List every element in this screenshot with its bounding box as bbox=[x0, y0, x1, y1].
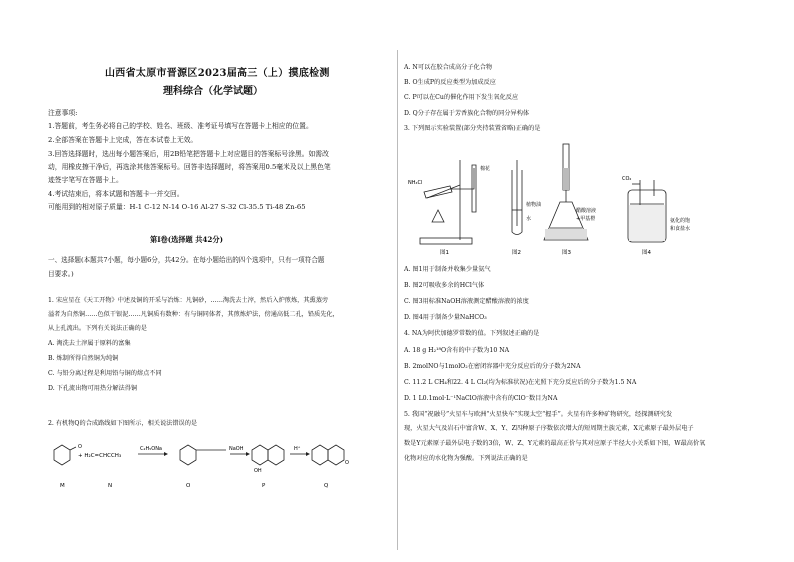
molecule-q bbox=[312, 445, 328, 465]
part1-heading: 第Ⅰ卷(选择题 共42分) bbox=[150, 235, 223, 244]
test-tube-heat bbox=[424, 186, 452, 198]
notice-line: 1.答题前，考生务必将自己的学校、姓名、班级、准考证号填写在答题卡上相应的位置。 bbox=[48, 122, 313, 130]
q4-stem: 4. NA为阿伏加德罗常数的值。下列叙述正确的是 bbox=[404, 330, 540, 337]
molecule-m bbox=[54, 445, 70, 465]
q1-option-b: B. 炼制所得自然铜为纯铜 bbox=[48, 355, 119, 362]
label-p: P bbox=[262, 483, 266, 489]
notice-line: 动，用橡皮擦干净后，再选涂其他答案标号。回答非选择题时，将答案用0.5毫米及以上黑色笔 bbox=[48, 163, 331, 171]
q1-option-c: C. 与铅分离过程是利用铅与铜的熔点不同 bbox=[48, 370, 162, 377]
q5-stem: 5. 我国“祝融号”火星车与欧洲“火星快车”实现太空“握手”。火星有许多种矿物研究，经探测研究发 bbox=[404, 411, 673, 418]
brine-label-1: 氨化的饱 bbox=[670, 218, 691, 224]
svg-text:O: O bbox=[345, 460, 349, 466]
q4-option-b: B. 2molNO与1molO₂在密闭容器中充分反应后的分子数为2NA bbox=[404, 363, 581, 370]
plus-reagent: + H₂C=CHCCH₃ bbox=[78, 453, 122, 459]
q2-option-a: A. N可以在胶合成高分子化合物 bbox=[404, 64, 493, 71]
right-column bbox=[397, 0, 794, 562]
q1-option-d: D. 下孔流出物可用热分解法得铜 bbox=[48, 385, 138, 392]
fig2-label: 图2 bbox=[512, 250, 521, 256]
svg-text:O: O bbox=[78, 444, 82, 450]
notice-line: 3.回答选择题时，选出每小题答案后，用2B铅笔把答题卡上对应题目的答案标号涂黑。如需改 bbox=[48, 150, 329, 158]
label-q: Q bbox=[324, 483, 329, 489]
q5-stem: 现，火星大气及岩石中富含W、X、Y、Z四种原子序数依次增大的短周期主族元素，X元素原子最外层电子 bbox=[404, 425, 694, 432]
oil-label: 植物油 bbox=[526, 202, 542, 208]
label-o: O bbox=[186, 483, 191, 489]
brine-label-2: 和食盐水 bbox=[670, 226, 691, 232]
notice-heading: 注意事项: bbox=[48, 109, 78, 117]
q1-stem: 从上孔流出。下列有关说法正确的是 bbox=[48, 325, 147, 332]
exam-subtitle: 理科综合（化学试题） bbox=[163, 86, 263, 97]
q3-option-a: A. 图1用于制备并收集少量氨气 bbox=[404, 266, 491, 273]
fig1-label: 图1 bbox=[440, 250, 449, 256]
synthesis-route-figure bbox=[40, 432, 360, 492]
nh4cl-label: NH₄Cl bbox=[408, 180, 423, 186]
label-m: M bbox=[60, 483, 65, 489]
molecule-p bbox=[252, 445, 268, 465]
stand-base bbox=[420, 238, 472, 244]
q4-option-a: A. 18 g H₂¹⁸O含有的中子数为10 NA bbox=[404, 347, 510, 354]
q4-option-c: C. 11.2 L CH₄和22. 4 L Cl₂(均为标准状况)在光照下充分反应后的分子数为1.5 NA bbox=[404, 379, 637, 386]
q2-option-c: C. P可以在Cu的催化作用下发生氧化反应 bbox=[404, 94, 519, 101]
acid-label: 醋酸溶液 bbox=[576, 208, 597, 214]
q4-option-d: D. 1 L0.1mol·L⁻¹NaClO溶液中含有的ClO⁻数目为NA bbox=[404, 395, 558, 402]
q2-stem: 2. 有机物Q的合成路线如下图所示，相关说法错误的是 bbox=[48, 420, 198, 427]
q3-option-b: B. 图2可吸收多余的HCl气体 bbox=[404, 282, 485, 289]
notice-line: 4.考试结束后，将本试题和答题卡一并交回。 bbox=[48, 190, 184, 198]
label-n: N bbox=[108, 483, 113, 489]
part1-intro: 目要求。) bbox=[48, 270, 74, 278]
part1-intro: 一、选择题(本题共7小题，每小题6分，共42分。在每小题给出的四个选项中，只有一项符合题 bbox=[48, 256, 325, 264]
q5-stem: 化物对应的水化物为强酸。下列说法正确的是 bbox=[404, 455, 528, 462]
reagent-3: H⁺ bbox=[294, 446, 301, 452]
reagent-1: C₂H₅ONa bbox=[140, 446, 162, 452]
q2-option-d: D. Q分子存在属于芳香族化合物的同分异构体 bbox=[404, 110, 530, 117]
atomic-mass-line: 可能用到的相对原子质量：H-1 C-12 N-14 O-16 Al-27 S-32 Cl-35.5 Ti-48 Zn-65 bbox=[48, 203, 306, 211]
co2-label: CO₂ bbox=[622, 176, 632, 182]
notice-line: 迹签字笔写在答题卡上。 bbox=[48, 176, 123, 184]
q2-option-b: B. O生成P的反应类型为加成反应 bbox=[404, 79, 496, 86]
q1-option-a: A. 淘洗去土滓属于原料的富集 bbox=[48, 340, 131, 347]
svg-text:OH: OH bbox=[254, 468, 262, 474]
notice-line: 2.全部答案在答题卡上完成，答在本试卷上无效。 bbox=[48, 136, 198, 144]
fig3-label: 图3 bbox=[562, 250, 571, 256]
q1-stem: 溢者为自然铜……色似干银泥……凡铜质有数种：有与铜同体者，其煎炼炉法，傍通高低二孔，铅质先化， bbox=[48, 311, 339, 318]
burner bbox=[432, 210, 444, 222]
reagent-2: NaOH bbox=[229, 446, 244, 452]
apparatus-figure bbox=[402, 140, 702, 258]
q3-stem: 3. 下列图示实验装置(部分夹持装置省略)正确的是 bbox=[404, 125, 541, 132]
q3-option-c: C. 图3用标准NaOH溶液测定醋酸溶液的浓度 bbox=[404, 298, 529, 305]
indicator-label: +甲基橙 bbox=[576, 216, 596, 222]
fig4-label: 图4 bbox=[642, 250, 651, 256]
exam-title: 山西省太原市晋源区2023届高三（上）摸底检测 bbox=[105, 68, 330, 79]
q5-stem: 数是Y元素原子最外层电子数的3倍，W、Z、Y元素的最高正价与其对应原子半径大小关系如下图，W最高价氧 bbox=[404, 440, 706, 447]
cotton-label: 棉花 bbox=[480, 166, 491, 172]
water-label: 水 bbox=[526, 216, 532, 222]
molecule-o bbox=[180, 445, 196, 465]
q3-option-d: D. 图4用于制备少量NaHCO₃ bbox=[404, 314, 487, 321]
q1-stem: 1. 宋应星在《天工开物》中述及铜的开采与冶炼：凡铜砂，……淘洗去土滓，然后入炉煎炼，其熏蒸旁 bbox=[48, 297, 329, 304]
